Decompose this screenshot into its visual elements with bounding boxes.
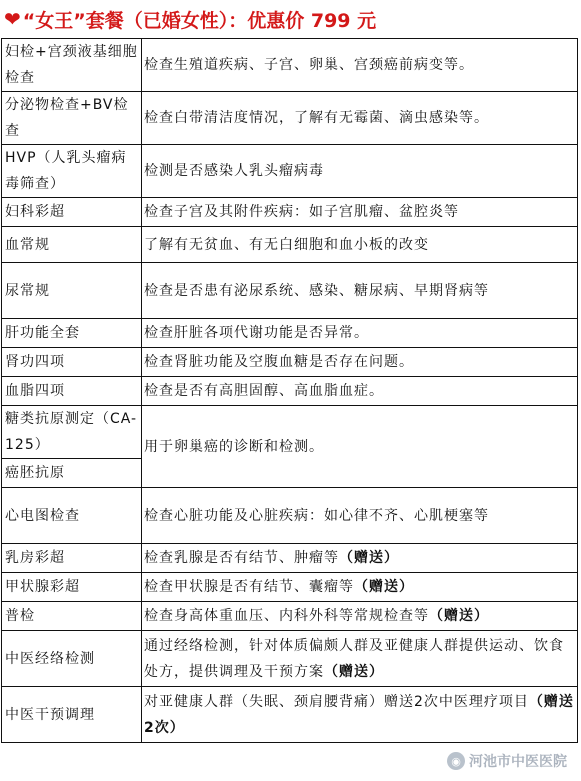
table-row — [2, 227, 578, 263]
item-name: 心电图检查 — [2, 488, 142, 544]
watermark-text: 河池市中医医院 — [469, 754, 567, 770]
item-name: 癌胚抗原 — [2, 459, 142, 488]
table-row — [2, 687, 578, 743]
item-name: 普检 — [2, 602, 142, 631]
table-row — [2, 573, 578, 602]
table-row — [2, 319, 578, 348]
table-row — [2, 39, 578, 92]
item-name: 中医经络检测 — [2, 631, 142, 687]
item-name: 乳房彩超 — [2, 544, 142, 573]
item-description: 检查是否有高胆固醇、高血脂血症。 — [142, 377, 578, 406]
package-title-text: “女王”套餐（已婚女性）：优惠价 799 元 — [22, 9, 377, 32]
item-description: 检查乳腺是否有结节、肿瘤等（赠送） — [142, 544, 578, 573]
item-description: 了解有无贫血、有无白细胞和血小板的改变 — [142, 227, 578, 263]
table-row — [2, 488, 578, 544]
item-description: 对亚健康人群（失眠、颈肩腰背痛）赠送2次中医理疗项目（赠送2次） — [142, 687, 578, 743]
item-description: 检查子宫及其附件疾病：如子宫肌瘤、盆腔炎等 — [142, 198, 578, 227]
table-row — [2, 406, 578, 459]
item-name: 中医干预调理 — [2, 687, 142, 743]
gift-badge: （赠送） — [339, 550, 399, 566]
table-row — [2, 602, 578, 631]
item-description: 检查肾脏功能及空腹血糖是否存在问题。 — [142, 348, 578, 377]
item-description: 检查生殖道疾病、子宫、卵巢、宫颈癌前病变等。 — [142, 39, 578, 92]
item-name: 甲状腺彩超 — [2, 573, 142, 602]
item-description: 检查身高体重血压、内科外科等常规检查等（赠送） — [142, 602, 578, 631]
item-name: 血脂四项 — [2, 377, 142, 406]
table-row — [2, 198, 578, 227]
item-description: 检查肝脏各项代谢功能是否异常。 — [142, 319, 578, 348]
table-row — [2, 263, 578, 319]
heart-icon: ❤ — [4, 7, 21, 31]
table-row — [2, 145, 578, 198]
item-name: 糖类抗原测定（CA-125） — [2, 406, 142, 459]
gift-badge: （赠送） — [324, 663, 384, 680]
package-title — [0, 0, 581, 38]
item-name: 妇检+宫颈液基细胞检查 — [2, 39, 142, 92]
gift-badge: （赠送） — [354, 579, 414, 595]
item-description: 用于卵巢癌的诊断和检测。 — [142, 406, 578, 488]
item-name: 血常规 — [2, 227, 142, 263]
item-name: 分泌物检查+BV检查 — [2, 92, 142, 145]
item-name: 尿常规 — [2, 263, 142, 319]
package-items-table — [1, 38, 578, 743]
table-row — [2, 92, 578, 145]
item-description: 检查心脏功能及心脏疾病：如心律不齐、心肌梗塞等 — [142, 488, 578, 544]
item-description: 通过经络检测，针对体质偏颇人群及亚健康人群提供运动、饮食处方，提供调理及干预方案（赠送） — [142, 631, 578, 687]
item-name: 妇科彩超 — [2, 198, 142, 227]
item-description: 检查甲状腺是否有结节、囊瘤等（赠送） — [142, 573, 578, 602]
table-row — [2, 631, 578, 687]
gift-badge: （赠送） — [429, 608, 489, 624]
table-row — [2, 544, 578, 573]
watermark — [447, 751, 567, 771]
table-row — [2, 348, 578, 377]
table-row — [2, 377, 578, 406]
item-description: 检查白带清洁度情况，了解有无霉菌、滴虫感染等。 — [142, 92, 578, 145]
item-name: 肝功能全套 — [2, 319, 142, 348]
wechat-icon: ◉ — [447, 752, 465, 770]
item-name: 肾功四项 — [2, 348, 142, 377]
gift-badge: （赠送2次） — [144, 693, 574, 736]
item-description: 检查是否患有泌尿系统、感染、糖尿病、早期肾病等 — [142, 263, 578, 319]
item-name: HVP（人乳头瘤病毒筛查） — [2, 145, 142, 198]
item-description: 检测是否感染人乳头瘤病毒 — [142, 145, 578, 198]
